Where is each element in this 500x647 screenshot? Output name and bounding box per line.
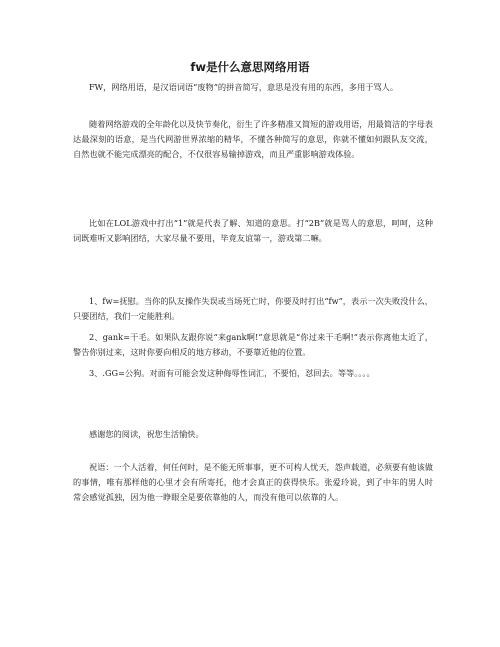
document-title: fw是什么意思网络用语: [190, 60, 310, 74]
paragraph-item-fw: 1、fw=抚慰。当你的队友操作失误或当场死亡时，你要及时打出“fw”，表示一次失败没什么，只要团结，我们一定能胜利。: [73, 296, 433, 321]
paragraph-definition: FW，网络用语，是汉语词语“废物”的拼音简写，意思是没有用的东西，多用于骂人。: [89, 82, 399, 92]
paragraph-closing-quote: 祝语：一个人活着，何任何时，是不能无所事事，更不可构人忧天，怨声载道，必须要有他该做的事情，唯有那样他的心里才会有所寄托，他才会真正的获得快乐。张爱玲说，到了中年的男人时常会感觉孤独，因为他一睁眼全是要依靠他的人，而没有他可以依靠的人。: [73, 462, 433, 502]
paragraph-item-gg: 3、.GG=公狗。对面有可能会发这种侮辱性词汇，不要怕，怼回去。等等。。。。: [89, 368, 375, 378]
paragraph-thanks: 感谢您的阅读，祝您生活愉快。: [89, 429, 204, 439]
paragraph-background: 随着网络游戏的全年龄化以及快节奏化，衍生了许多精准又简短的游戏用语，用最简洁的字母表达最深刻的语意，是当代网游世界浓缩的精华，不懂各种简写的意思，你就不懂如何跟队友交流，自然也就不能完成漂亮的配合，不仅很容易输掉游戏，而且严重影响游戏体验。: [73, 119, 433, 159]
paragraph-item-gank: 2、gank=干毛。如果队友跟你说“来gank啊!”意思就是“你过来干毛啊!”表示你离他太近了，警告你别过来，这时你要向相反的地方移动，不要靠近他的位置。: [73, 332, 433, 357]
paragraph-lol-example: 比如在LOL游戏中打出“1”就是代表了解、知道的意思。打“2B”就是骂人的意思，呵呵，这种词既难听又影响团结，大家尽量不要用，毕竟友谊第一，游戏第二嘛。: [73, 218, 433, 243]
